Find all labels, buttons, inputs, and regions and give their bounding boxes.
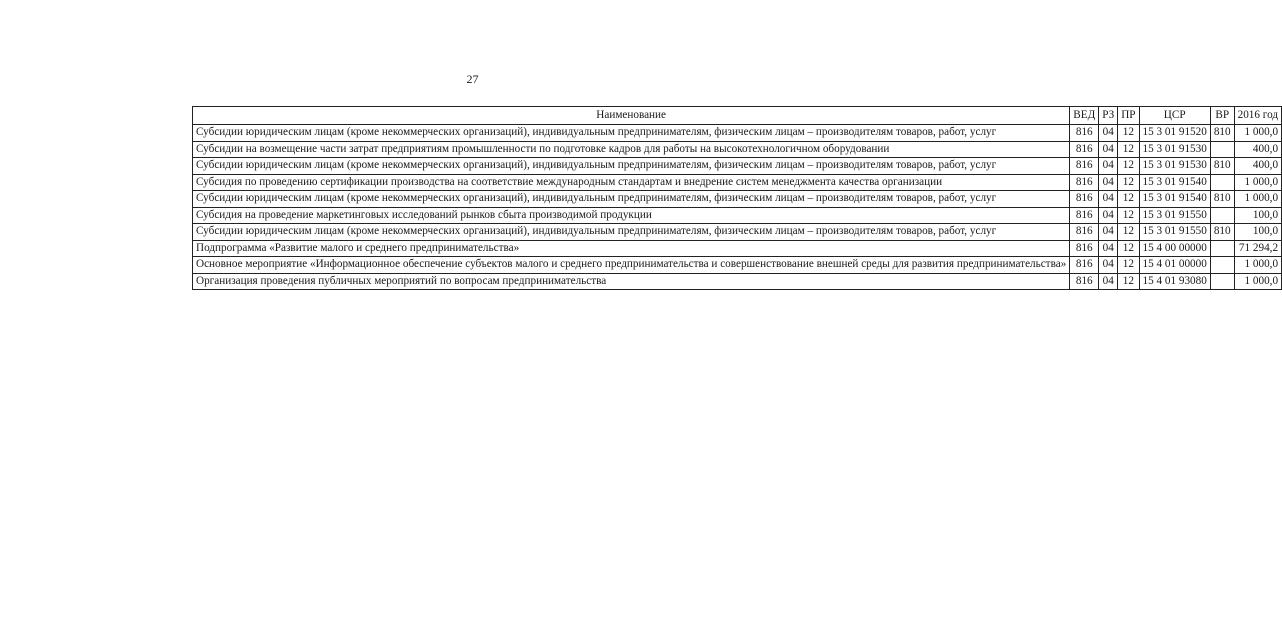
- row-csr: 15 3 01 91530: [1139, 141, 1210, 158]
- row-rz: 04: [1099, 207, 1118, 224]
- row-ved: 816: [1070, 125, 1099, 142]
- row-name: Субсидия по проведению сертификации производства на соответствие международным стандартам и внедрение систем менеджмента качества организации: [193, 174, 1070, 191]
- page-number: 27: [466, 72, 479, 86]
- table-row: [193, 158, 1282, 175]
- row-csr: 15 3 01 91520: [1139, 125, 1210, 142]
- table-row: [193, 125, 1282, 142]
- header-csr: ЦСР: [1139, 107, 1210, 125]
- row-rz: 04: [1099, 191, 1118, 208]
- row-vr: [1210, 273, 1234, 290]
- row-vr: 810: [1210, 224, 1234, 241]
- row-pr: 12: [1118, 207, 1139, 224]
- row-amount: 1 000,0: [1234, 257, 1281, 274]
- header-rz: РЗ: [1099, 107, 1118, 125]
- row-vr: [1210, 207, 1234, 224]
- row-vr: [1210, 257, 1234, 274]
- row-pr: 12: [1118, 174, 1139, 191]
- row-name: Субсидии юридическим лицам (кроме некоммерческих организаций), индивидуальным предпринимателям, физическим лицам – производителям товаров, работ, услуг: [193, 191, 1070, 208]
- row-name: Субсидии на возмещение части затрат предприятиям промышленности по подготовке кадров для работы на высокотехнологичном оборудовании: [193, 141, 1070, 158]
- row-amount: 1 000,0: [1234, 125, 1281, 142]
- row-amount: 1 000,0: [1234, 273, 1281, 290]
- row-ved: 816: [1070, 174, 1099, 191]
- row-amount: 1 000,0: [1234, 191, 1281, 208]
- row-amount: 100,0: [1234, 207, 1281, 224]
- row-name: Субсидии юридическим лицам (кроме некоммерческих организаций), индивидуальным предпринимателям, физическим лицам – производителям товаров, работ, услуг: [193, 224, 1070, 241]
- row-pr: 12: [1118, 240, 1139, 257]
- table-row: [193, 224, 1282, 241]
- row-name: Субсидии юридическим лицам (кроме некоммерческих организаций), индивидуальным предпринимателям, физическим лицам – производителям товаров, работ, услуг: [193, 158, 1070, 175]
- row-rz: 04: [1099, 125, 1118, 142]
- row-rz: 04: [1099, 257, 1118, 274]
- row-amount: 400,0: [1234, 141, 1281, 158]
- row-pr: 12: [1118, 125, 1139, 142]
- row-csr: 15 4 01 93080: [1139, 273, 1210, 290]
- row-ved: 816: [1070, 191, 1099, 208]
- table-row: [193, 207, 1282, 224]
- row-pr: 12: [1118, 191, 1139, 208]
- row-name: Организация проведения публичных мероприятий по вопросам предпринимательства: [193, 273, 1070, 290]
- row-csr: 15 3 01 91540: [1139, 191, 1210, 208]
- row-csr: 15 3 01 91540: [1139, 174, 1210, 191]
- header-vr: ВР: [1210, 107, 1234, 125]
- header-ved: ВЕД: [1070, 107, 1099, 125]
- row-pr: 12: [1118, 141, 1139, 158]
- row-csr: 15 4 00 00000: [1139, 240, 1210, 257]
- row-vr: 810: [1210, 125, 1234, 142]
- row-csr: 15 3 01 91550: [1139, 207, 1210, 224]
- row-ved: 816: [1070, 158, 1099, 175]
- row-pr: 12: [1118, 257, 1139, 274]
- row-vr: 810: [1210, 191, 1234, 208]
- header-row: [193, 107, 1282, 125]
- table-row: [193, 257, 1282, 274]
- row-vr: [1210, 174, 1234, 191]
- table-row: [193, 174, 1282, 191]
- row-ved: 816: [1070, 207, 1099, 224]
- row-vr: [1210, 240, 1234, 257]
- row-ved: 816: [1070, 141, 1099, 158]
- row-vr: [1210, 141, 1234, 158]
- row-pr: 12: [1118, 224, 1139, 241]
- row-ved: 816: [1070, 273, 1099, 290]
- row-csr: 15 3 01 91530: [1139, 158, 1210, 175]
- header-name: Наименование: [193, 107, 1070, 125]
- row-name: Субсидия на проведение маркетинговых исследований рынков сбыта производимой продукции: [193, 207, 1070, 224]
- row-rz: 04: [1099, 224, 1118, 241]
- row-ved: 816: [1070, 257, 1099, 274]
- header-year: 2016 год: [1234, 107, 1281, 125]
- row-rz: 04: [1099, 174, 1118, 191]
- budget-table: [192, 106, 1282, 290]
- table-row: [193, 240, 1282, 257]
- row-name: Субсидии юридическим лицам (кроме некоммерческих организаций), индивидуальным предпринимателям, физическим лицам – производителям товаров, работ, услуг: [193, 125, 1070, 142]
- row-rz: 04: [1099, 158, 1118, 175]
- row-amount: 71 294,2: [1234, 240, 1281, 257]
- table-row: [193, 273, 1282, 290]
- row-rz: 04: [1099, 141, 1118, 158]
- header-pr: ПР: [1118, 107, 1139, 125]
- row-amount: 100,0: [1234, 224, 1281, 241]
- row-vr: 810: [1210, 158, 1234, 175]
- row-csr: 15 4 01 00000: [1139, 257, 1210, 274]
- row-name: Основное мероприятие «Информационное обеспечение субъектов малого и среднего предпринимательства и совершенствование внешней среды для развития предпринимательства»: [193, 257, 1070, 274]
- row-csr: 15 3 01 91550: [1139, 224, 1210, 241]
- row-ved: 816: [1070, 224, 1099, 241]
- row-amount: 1 000,0: [1234, 174, 1281, 191]
- row-rz: 04: [1099, 240, 1118, 257]
- row-ved: 816: [1070, 240, 1099, 257]
- table-row: [193, 191, 1282, 208]
- row-rz: 04: [1099, 273, 1118, 290]
- row-pr: 12: [1118, 158, 1139, 175]
- row-name: Подпрограмма «Развитие малого и среднего предпринимательства»: [193, 240, 1070, 257]
- row-pr: 12: [1118, 273, 1139, 290]
- table-row: [193, 141, 1282, 158]
- row-amount: 400,0: [1234, 158, 1281, 175]
